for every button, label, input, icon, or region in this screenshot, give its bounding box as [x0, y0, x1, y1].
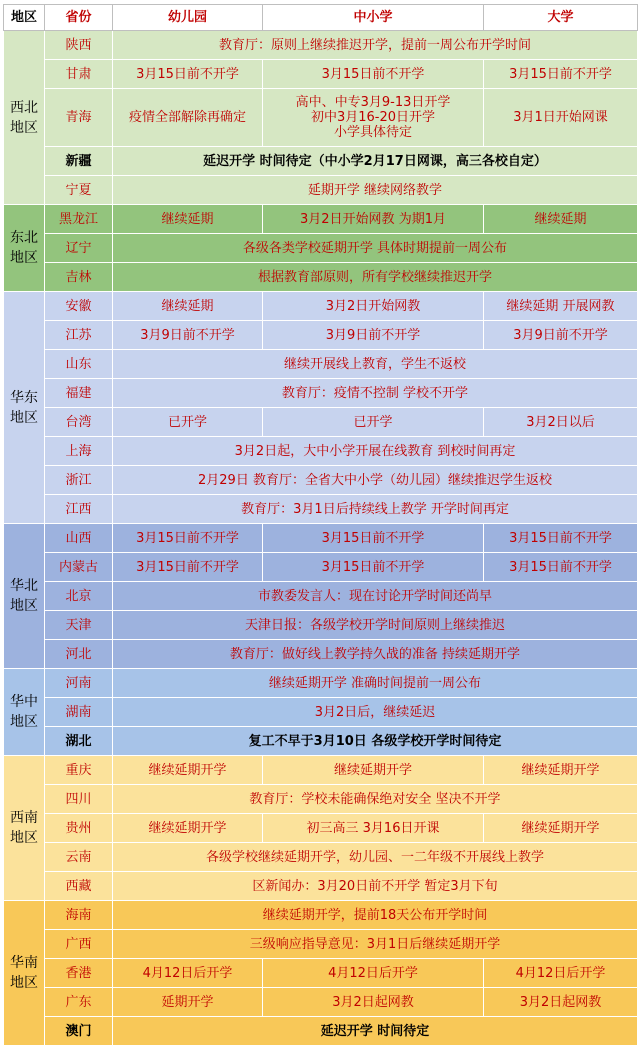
province-cell: 北京	[45, 582, 113, 611]
province-cell: 海南	[45, 901, 113, 930]
province-cell: 湖南	[45, 698, 113, 727]
province-cell: 西藏	[45, 872, 113, 901]
province-cell: 福建	[45, 379, 113, 408]
university-cell: 3月2日起网教	[484, 988, 638, 1017]
province-cell: 澳门	[45, 1017, 113, 1046]
table-row	[4, 147, 638, 176]
primary-secondary-cell: 3月15日前不开学	[263, 524, 484, 553]
university-cell: 3月9日前不开学	[484, 321, 638, 350]
header-province: 省份	[45, 5, 113, 31]
kindergarten-cell: 疫情全部解除再确定	[113, 89, 263, 147]
kindergarten-cell: 3月15日前不开学	[113, 524, 263, 553]
table-row	[4, 872, 638, 901]
merged-cell: 教育厅：做好线上教学持久战的准备 持续延期开学	[113, 640, 638, 669]
university-cell: 继续延期	[484, 205, 638, 234]
kindergarten-cell: 3月15日前不开学	[113, 553, 263, 582]
table-row	[4, 1017, 638, 1046]
university-cell: 3月1日开始网课	[484, 89, 638, 147]
merged-cell: 教育厅：3月1日后持续线上教学 开学时间再定	[113, 495, 638, 524]
merged-cell: 延迟开学 时间待定	[113, 1017, 638, 1046]
province-cell: 山东	[45, 350, 113, 379]
university-cell: 继续延期 开展网教	[484, 292, 638, 321]
table-row	[4, 756, 638, 785]
table-row	[4, 31, 638, 60]
merged-cell: 各级各类学校延期开学 具体时期提前一周公布	[113, 234, 638, 263]
province-cell: 黑龙江	[45, 205, 113, 234]
primary-secondary-cell: 3月9日前不开学	[263, 321, 484, 350]
kindergarten-cell: 3月9日前不开学	[113, 321, 263, 350]
province-cell: 河南	[45, 669, 113, 698]
province-cell: 四川	[45, 785, 113, 814]
kindergarten-cell: 继续延期开学	[113, 814, 263, 843]
province-cell: 陕西	[45, 31, 113, 60]
merged-cell: 继续延期开学 准确时间提前一周公布	[113, 669, 638, 698]
university-cell: 继续延期开学	[484, 756, 638, 785]
table-row	[4, 959, 638, 988]
region-northeast: 东北 地区	[4, 205, 45, 292]
table-row	[4, 640, 638, 669]
university-cell: 4月12日后开学	[484, 959, 638, 988]
province-cell: 宁夏	[45, 176, 113, 205]
university-cell: 3月2日以后	[484, 408, 638, 437]
table-row	[4, 466, 638, 495]
merged-cell: 教育厅：学校未能确保绝对安全 坚决不开学	[113, 785, 638, 814]
table-row	[4, 263, 638, 292]
merged-cell: 复工不早于3月10日 各级学校开学时间待定	[113, 727, 638, 756]
province-cell: 山西	[45, 524, 113, 553]
table-row	[4, 988, 638, 1017]
table-row	[4, 930, 638, 959]
province-cell: 浙江	[45, 466, 113, 495]
merged-cell: 各级学校继续延期开学，幼儿园、一二年级不开展线上教学	[113, 843, 638, 872]
merged-cell: 3月2日起，大中小学开展在线教育 到校时间再定	[113, 437, 638, 466]
primary-secondary-cell: 3月2日开始网教 为期1月	[263, 205, 484, 234]
table-row	[4, 553, 638, 582]
merged-cell: 天津日报：各级学校开学时间原则上继续推迟	[113, 611, 638, 640]
university-cell: 3月15日前不开学	[484, 524, 638, 553]
primary-secondary-cell: 高中、中专3月9-13日开学 初中3月16-20日开学 小学具体待定	[263, 89, 484, 147]
table-row	[4, 292, 638, 321]
primary-secondary-cell: 3月15日前不开学	[263, 553, 484, 582]
province-cell: 上海	[45, 437, 113, 466]
primary-secondary-cell: 3月15日前不开学	[263, 60, 484, 89]
table-row	[4, 495, 638, 524]
merged-cell: 延迟开学 时间待定（中小学2月17日网课，高三各校自定）	[113, 147, 638, 176]
table-row	[4, 669, 638, 698]
table-row	[4, 408, 638, 437]
university-cell: 继续延期开学	[484, 814, 638, 843]
primary-secondary-cell: 4月12日后开学	[263, 959, 484, 988]
region-northwest: 西北 地区	[4, 31, 45, 205]
table-row	[4, 350, 638, 379]
kindergarten-cell: 继续延期开学	[113, 756, 263, 785]
table-row	[4, 89, 638, 147]
merged-cell: 教育厅：疫情不控制 学校不开学	[113, 379, 638, 408]
province-cell: 台湾	[45, 408, 113, 437]
primary-secondary-cell: 3月2日开始网教	[263, 292, 484, 321]
header-region: 地区	[4, 5, 45, 31]
province-cell: 安徽	[45, 292, 113, 321]
province-cell: 吉林	[45, 263, 113, 292]
kindergarten-cell: 4月12日后开学	[113, 959, 263, 988]
province-cell: 河北	[45, 640, 113, 669]
kindergarten-cell: 3月15日前不开学	[113, 60, 263, 89]
province-cell: 甘肃	[45, 60, 113, 89]
table-row	[4, 814, 638, 843]
merged-cell: 3月2日后，继续延迟	[113, 698, 638, 727]
region-east: 华东 地区	[4, 292, 45, 524]
province-cell: 新疆	[45, 147, 113, 176]
province-cell: 云南	[45, 843, 113, 872]
kindergarten-cell: 继续延期	[113, 292, 263, 321]
table-row	[4, 379, 638, 408]
merged-cell: 根据教育部原则，所有学校继续推迟开学	[113, 263, 638, 292]
province-cell: 内蒙古	[45, 553, 113, 582]
school-reopening-table	[3, 4, 638, 1046]
province-cell: 重庆	[45, 756, 113, 785]
university-cell: 3月15日前不开学	[484, 553, 638, 582]
table-row	[4, 611, 638, 640]
kindergarten-cell: 已开学	[113, 408, 263, 437]
region-north: 华北 地区	[4, 524, 45, 669]
header-primary-secondary: 中小学	[263, 5, 484, 31]
merged-cell: 2月29日 教育厅：全省大中小学（幼儿园）继续推迟学生返校	[113, 466, 638, 495]
province-cell: 天津	[45, 611, 113, 640]
table-row	[4, 60, 638, 89]
merged-cell: 三级响应指导意见：3月1日后继续延期开学	[113, 930, 638, 959]
table-row	[4, 524, 638, 553]
table-row	[4, 205, 638, 234]
merged-cell: 区新闻办：3月20日前不开学 暂定3月下旬	[113, 872, 638, 901]
table-row	[4, 843, 638, 872]
province-cell: 贵州	[45, 814, 113, 843]
university-cell: 3月15日前不开学	[484, 60, 638, 89]
header-row	[4, 5, 638, 31]
province-cell: 辽宁	[45, 234, 113, 263]
primary-secondary-cell: 初三高三 3月16日开课	[263, 814, 484, 843]
table-row	[4, 901, 638, 930]
kindergarten-cell: 继续延期	[113, 205, 263, 234]
primary-secondary-cell: 3月2日起网教	[263, 988, 484, 1017]
merged-cell: 延期开学 继续网络教学	[113, 176, 638, 205]
primary-secondary-cell: 继续延期开学	[263, 756, 484, 785]
primary-secondary-cell: 已开学	[263, 408, 484, 437]
table-row	[4, 582, 638, 611]
table-row	[4, 727, 638, 756]
province-cell: 江苏	[45, 321, 113, 350]
table-row	[4, 176, 638, 205]
merged-cell: 教育厅：原则上继续推迟开学，提前一周公布开学时间	[113, 31, 638, 60]
province-cell: 香港	[45, 959, 113, 988]
province-cell: 广东	[45, 988, 113, 1017]
table-row	[4, 234, 638, 263]
table-row	[4, 785, 638, 814]
header-university: 大学	[484, 5, 638, 31]
kindergarten-cell: 延期开学	[113, 988, 263, 1017]
table-row	[4, 698, 638, 727]
table-row	[4, 437, 638, 466]
region-central: 华中 地区	[4, 669, 45, 756]
region-south: 华南 地区	[4, 901, 45, 1046]
header-kindergarten: 幼儿园	[113, 5, 263, 31]
merged-cell: 继续开展线上教育，学生不返校	[113, 350, 638, 379]
region-southwest: 西南 地区	[4, 756, 45, 901]
province-cell: 广西	[45, 930, 113, 959]
merged-cell: 市教委发言人：现在讨论开学时间还尚早	[113, 582, 638, 611]
province-cell: 湖北	[45, 727, 113, 756]
table-row	[4, 321, 638, 350]
province-cell: 江西	[45, 495, 113, 524]
merged-cell: 继续延期开学，提前18天公布开学时间	[113, 901, 638, 930]
province-cell: 青海	[45, 89, 113, 147]
